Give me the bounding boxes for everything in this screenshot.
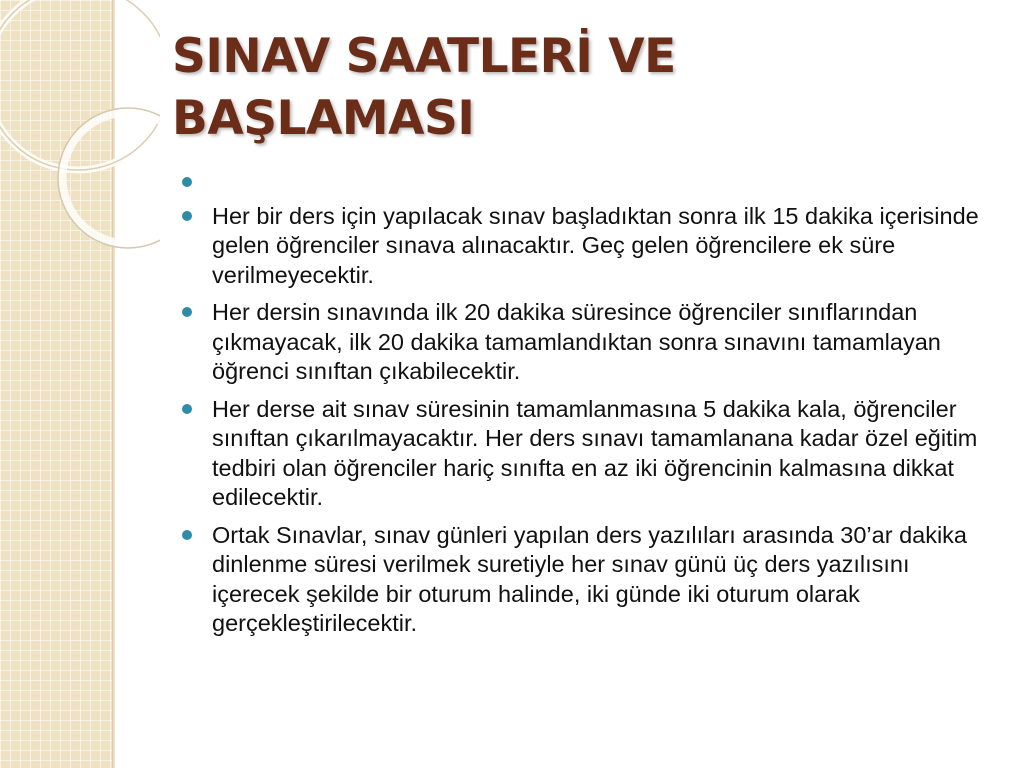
bullet-text: Her dersin sınavında ilk 20 dakika süresince öğrenciler sınıflarından çıkmayacak, ilk 20 dakika tamamlandıktan sonra sınavını tamamlayan öğrenci sınıftan çıkabilecektir. <box>212 299 941 384</box>
bullet-dot-icon <box>182 211 192 221</box>
list-item <box>180 395 995 513</box>
list-item <box>180 298 995 387</box>
list-item <box>180 521 995 639</box>
bullet-dot-icon <box>182 530 192 540</box>
bullet-list <box>180 168 995 647</box>
bullet-dot-icon <box>182 307 192 317</box>
bullet-dot-icon <box>182 177 192 187</box>
list-item <box>180 168 995 198</box>
bullet-text: Ortak Sınavlar, sınav günleri yapılan ders yazılıları arasında 30’ar dakika dinlenme süresi verilmek suretiyle her sınav günü üç ders yazılısını içerecek şekilde bir oturum halinde, iki günde iki oturum olarak gerçekleştirilecektir. <box>212 521 967 636</box>
bullet-text: Her bir ders için yapılacak sınav başladıktan sonra ilk 15 dakika içerisinde gelen öğrenciler sınava alınacaktır. Geç gelen öğrencilere ek süre verilmeyecektir. <box>212 202 979 288</box>
bullet-dot-icon <box>182 404 192 414</box>
slide-title: SINAV SAATLERİ VE BAŞLAMASI <box>172 29 676 146</box>
decorative-rings-icon <box>0 0 160 280</box>
list-item <box>180 202 995 291</box>
bullet-text: Her derse ait sınav süresinin tamamlanmasına 5 dakika kala, öğrenciler sınıftan çıkarılmayacaktır. Her ders sınavı tamamlanana kadar özel eğitim tedbiri olan öğrenciler hariç sınıfta en az iki öğrencinin kalmasına dikkat edilecektir. <box>212 395 978 510</box>
